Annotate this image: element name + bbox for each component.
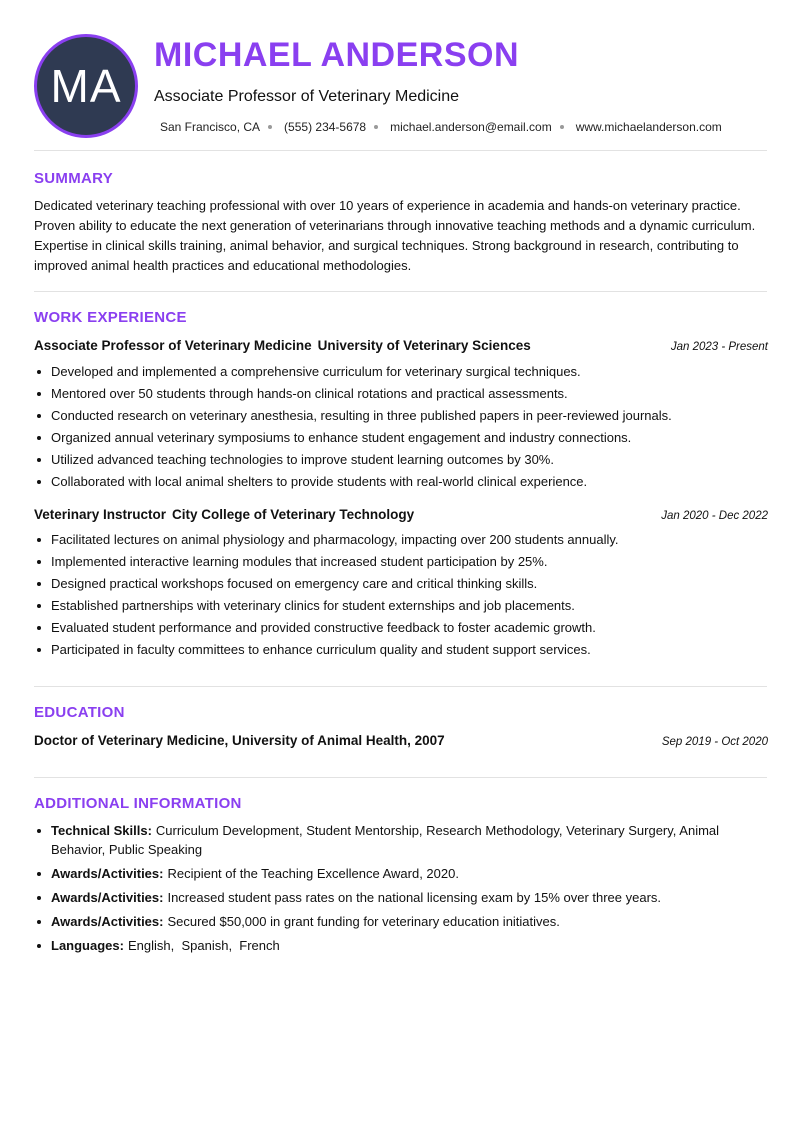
list-item: Developed and implemented a comprehensive curriculum for veterinary surgical techniques. — [34, 361, 768, 383]
contact-bar — [160, 120, 722, 134]
summary-text: Dedicated veterinary teaching professional with over 10 years of experience in academia and hands-on veterinary practice. Proven ability to educate the next generation of veterinarians through innovative teaching methods and a dynamic curriculum. Expertise in clinical skills training, animal behavior, and surgical techniques. Strong background in research, contributing to improved animal health practices and educational methodologies. — [34, 198, 756, 273]
list-item — [34, 888, 768, 907]
job-role: Veterinary Instructor — [34, 507, 167, 522]
contact-email[interactable]: michael.anderson@email.com — [390, 120, 552, 134]
list-item: Mentored over 50 students through hands-on clinical rotations and practical assessments. — [34, 383, 768, 405]
avatar — [34, 34, 138, 138]
info-label: Awards/Activities: — [51, 914, 164, 929]
additional-info-list — [34, 821, 768, 960]
language: English — [127, 938, 171, 953]
language: , Spanish — [171, 938, 229, 953]
divider — [34, 686, 767, 687]
separator-dot-icon — [560, 125, 564, 129]
education-degree: Doctor of Veterinary Medicine, University of Animal Health, 2007 — [34, 733, 445, 748]
contact-phone: (555) 234-5678 — [284, 120, 367, 134]
job-header — [34, 507, 768, 522]
job-date: Jan 2023 - Present — [670, 341, 768, 353]
divider — [34, 777, 767, 778]
separator-dot-icon — [374, 125, 378, 129]
avatar-initials: MA — [50, 60, 122, 112]
languages-list — [128, 938, 280, 953]
list-item: Organized annual veterinary symposiums to enhance student engagement and industry connections. — [34, 427, 768, 449]
language: , French — [228, 938, 279, 953]
info-label: Awards/Activities: — [51, 866, 164, 881]
job-heading — [34, 338, 531, 353]
info-text: Secured $50,000 in grant funding for veterinary education initiatives. — [167, 914, 560, 929]
list-item: Implemented interactive learning modules that increased student participation by 25%. — [34, 551, 768, 573]
list-item: Utilized advanced teaching technologies to improve student learning outcomes by 30%. — [34, 449, 768, 471]
job-organization: University of Veterinary Sciences — [317, 338, 531, 353]
job-heading — [34, 507, 414, 522]
section-title-additional: ADDITIONAL INFORMATION — [34, 795, 242, 812]
section-title-education: EDUCATION — [34, 704, 125, 721]
list-item: Designed practical workshops focused on emergency care and critical thinking skills. — [34, 573, 768, 595]
info-label: Awards/Activities: — [51, 890, 164, 905]
job-header — [34, 338, 768, 353]
separator-dot-icon — [268, 125, 272, 129]
section-title-summary: SUMMARY — [34, 170, 114, 187]
job-role: Associate Professor of Veterinary Medicine — [34, 338, 312, 353]
list-item: Evaluated student performance and provided constructive feedback to foster academic growth. — [34, 617, 768, 639]
list-item: Participated in faculty committees to enhance curriculum quality and student support services. — [34, 639, 768, 661]
list-item — [34, 936, 768, 955]
info-text: Recipient of the Teaching Excellence Award, 2020. — [167, 866, 459, 881]
education-date: Sep 2019 - Oct 2020 — [661, 736, 768, 748]
contact-website[interactable]: www.michaelanderson.com — [575, 120, 722, 134]
contact-location: San Francisco, CA — [160, 120, 261, 134]
divider — [34, 150, 767, 151]
languages-label: Languages: — [51, 938, 124, 953]
list-item: Conducted research on veterinary anesthesia, resulting in three published papers in peer-reviewed journals. — [34, 405, 768, 427]
job-date: Jan 2020 - Dec 2022 — [661, 510, 768, 522]
info-text: Increased student pass rates on the national licensing exam by 15% over three years. — [167, 890, 662, 905]
job-bullets — [34, 529, 768, 661]
candidate-title: Associate Professor of Veterinary Medicine — [154, 88, 460, 105]
list-item: Established partnerships with veterinary clinics for student externships and job placements. — [34, 595, 768, 617]
list-item — [34, 821, 768, 859]
info-label: Technical Skills: — [51, 823, 152, 838]
list-item: Facilitated lectures on animal physiology and pharmacology, impacting over 200 students annually. — [34, 529, 768, 551]
section-title-experience: WORK EXPERIENCE — [34, 309, 187, 326]
list-item — [34, 864, 768, 883]
divider — [34, 291, 767, 292]
list-item — [34, 912, 768, 931]
education-row — [34, 733, 768, 748]
info-text: Curriculum Development, Student Mentorship, Research Methodology, Veterinary Surgery, Animal Behavior, Public Speaking — [51, 823, 720, 857]
candidate-name: MICHAEL ANDERSON — [154, 36, 520, 74]
list-item: Collaborated with local animal shelters to provide students with real-world clinical experience. — [34, 471, 768, 493]
job-bullets — [34, 361, 768, 493]
job-organization: City College of Veterinary Technology — [172, 507, 415, 522]
